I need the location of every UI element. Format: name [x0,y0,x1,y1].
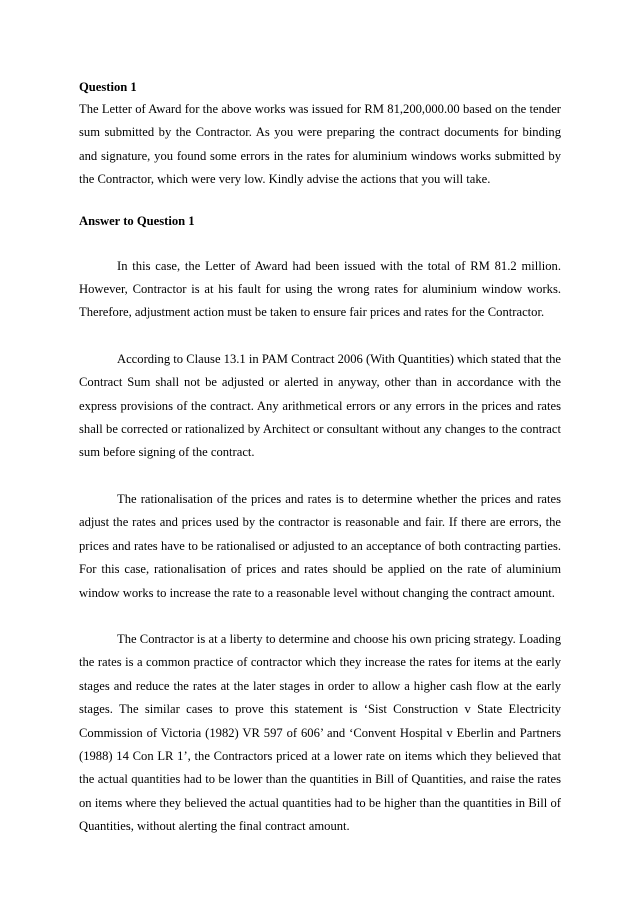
question-heading: Question 1 [79,80,137,94]
answer-paragraph: In this case, the Letter of Award had been issued with the total of RM 81.2 million. However, Contractor is at his fault for using the wrong rates for aluminium window works. Therefore, adjustment action must be taken to ensure fair prices and rates for the Contractor. [79,258,561,320]
answer-heading: Answer to Question 1 [79,213,195,228]
document-page [79,78,561,839]
answer-paragraph: The Contractor is at a liberty to determine and choose his own pricing strategy. Loading the rates is a common practice of contractor which they increase the rates for items at the early stages and reduce the rates at the later stages in order to allow a higher cash flow at the early stages. The similar cases to prove this statement is ‘Sist Construction v State Electricity Commission of Victoria (1982) VR 597 of 606’ and ‘Convent Hospital v Eberlin and Partners (1988) 14 Con LR 1’, the Contractors priced at a lower rate on items which they believed that the actual quantities had to be lower than the quantities in Bill of Quantities, and raise the rates on items where they believed the actual quantities had to be higher than the quantities in Bill of Quantities, without alerting the final contract amount. [79,631,561,834]
answer-paragraph: The rationalisation of the prices and rates is to determine whether the prices and rates adjust the rates and prices used by the contractor is reasonable and fair. If there are errors, the prices and rates have to be rationalised or adjusted to an acceptance of both contracting parties. For this case, rationalisation of prices and rates should be applied on the rate of aluminium window works to increase the rate to a reasonable level without changing the contract amount. [79,491,561,600]
answer-paragraph: According to Clause 13.1 in PAM Contract 2006 (With Quantities) which stated that the Contract Sum shall not be adjusted or alerted in anyway, other than in accordance with the express provisions of the contract. Any arithmetical errors or any errors in the prices and rates shall be corrected or rationalized by Architect or consultant without any changes to the contract sum before signing of the contract. [79,351,561,460]
question-text: The Letter of Award for the above works was issued for RM 81,200,000.00 based on the tender sum submitted by the Contractor. As you were preparing the contract documents for binding and signature, you found some errors in the rates for aluminium windows works submitted by the Contractor, which were very low. Kindly advise the actions that you will take. [79,102,561,187]
